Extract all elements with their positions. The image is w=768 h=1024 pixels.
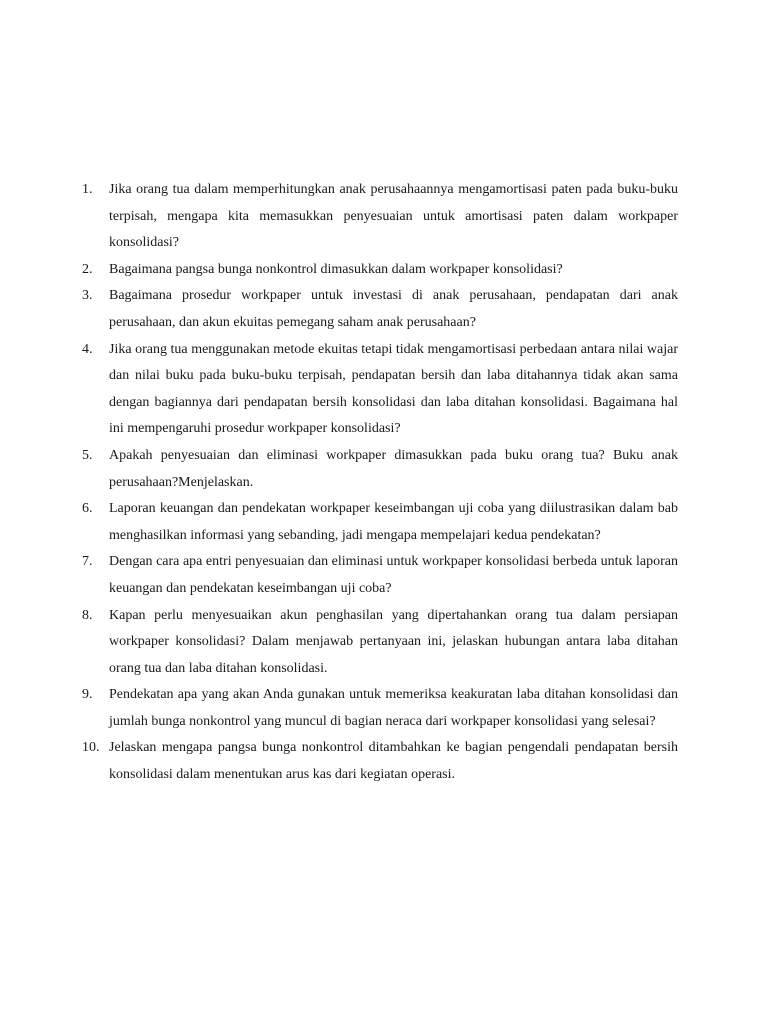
question-item [82,735,678,788]
question-item [82,549,678,602]
question-number: 5. [82,447,93,463]
question-item [82,257,678,284]
question-number: 7. [82,554,93,570]
question-item [82,682,678,735]
question-text: Jika orang tua menggunakan metode ekuitas tetapi tidak mengamortisasi perbedaan antara nilai wajar dan nilai buku pada buku-buku terpisah, pendapatan bersih dan laba ditahannya tidak akan sama dengan bagiannya dari pendapatan bersih konsolidasi dan laba ditahan konsolidasi. Bagaimana hal ini mempengaruhi prosedur workpaper konsolidasi? [109,341,678,437]
question-number: 3. [82,288,93,304]
question-number: 10. [82,740,100,756]
question-item [82,283,678,336]
question-item [82,443,678,496]
question-number: 9. [82,687,93,703]
question-item [82,496,678,549]
question-text: Apakah penyesuaian dan eliminasi workpaper dimasukkan pada buku orang tua? Buku anak perusahaan?Menjelaskan. [109,447,678,490]
question-text: Bagaimana prosedur workpaper untuk investasi di anak perusahaan, pendapatan dari anak perusahaan, dan akun ekuitas pemegang saham anak perusahaan? [109,288,678,330]
question-number: 2. [82,261,93,277]
question-text: Dengan cara apa entri penyesuaian dan eliminasi untuk workpaper konsolidasi berbeda untuk laporan keuangan dan pendekatan keseimbangan uji coba? [109,554,678,596]
question-text: Laporan keuangan dan pendekatan workpaper keseimbangan uji coba yang diilustrasikan dalam bab menghasilkan informasi yang sebanding, jadi mengapa mempelajari kedua pendekatan? [109,501,678,543]
question-text: Kapan perlu menyesuaikan akun penghasilan yang dipertahankan orang tua dalam persiapan workpaper konsolidasi? Dalam menjawab pertanyaan ini, jelaskan hubungan antara laba ditahan orang tua dan laba ditahan konsolidasi. [109,607,678,676]
question-text: Jelaskan mengapa pangsa bunga nonkontrol ditambahkan ke bagian pengendali pendapatan bersih konsolidasi dalam menentukan arus kas dari kegiatan operasi. [109,740,678,783]
question-item [82,603,678,683]
question-list [82,177,678,789]
question-item [82,177,678,257]
question-text: Bagaimana pangsa bunga nonkontrol dimasukkan dalam workpaper konsolidasi? [109,261,563,277]
question-text: Jika orang tua dalam memperhitungkan anak perusahaannya mengamortisasi paten pada buku-buku terpisah, mengapa kita memasukkan penyesuaian untuk amortisasi paten dalam workpaper konsolidasi? [109,182,678,251]
question-item [82,337,678,443]
question-number: 4. [82,341,93,357]
question-number: 8. [82,607,93,623]
question-number: 1. [82,182,93,197]
question-number: 6. [82,501,93,517]
question-text: Pendekatan apa yang akan Anda gunakan untuk memeriksa keakuratan laba ditahan konsolidasi dan jumlah bunga nonkontrol yang muncul di bagian neraca dari workpaper konsolidasi yang selesai? [109,687,678,729]
